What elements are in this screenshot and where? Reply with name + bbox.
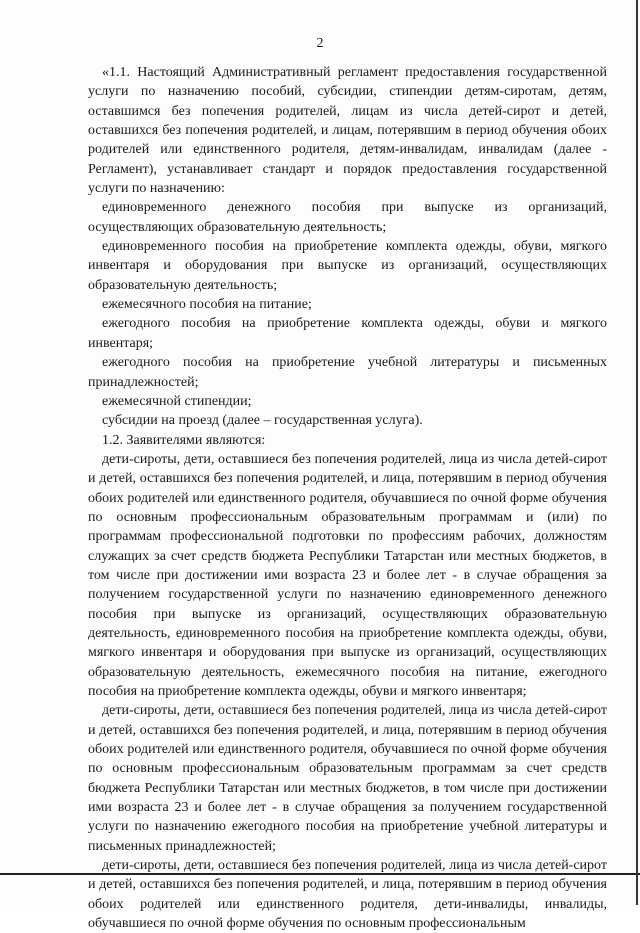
paragraph-1-2-heading: 1.2. Заявителями являются:: [102, 432, 266, 448]
list-item-lump-sum-allowance: единовременного денежного пособия при выпуске из организаций, осуществляющих образовательную деятельность;: [88, 200, 607, 235]
paragraph-1-1: «1.1. Настоящий Административный регламент предоставления государственной услуги по назначению пособий, субсидии, стипендии детям-сиротам, детям, оставшимся без попечения родителей, лицам из числа детей-сирот и детей, оставшихся без попечения родителей, и лицам, потерявшим в период обучения обоих родителей или единственного родителя, детям-инвалидам, инвалидам (далее - Регламент), устанавливает стандарт и порядок предоставления государственной услуги по назначению:: [88, 65, 607, 197]
list-item-travel-subsidy: субсидии на проезд (далее – государственная услуга).: [102, 413, 423, 429]
applicants-paragraph-3: дети-сироты, дети, оставшиеся без попечения родителей, лица из числа детей-сирот и детей, оставшихся без попечения родителей, и лица, потерявшим в период обучения обоих родителей или единственного родителя, дети-инвалиды, инвалиды, обучавшиеся по очной форме обучения по основным профессиональным: [88, 858, 607, 932]
list-item-clothing-kit-allowance: единовременного пособия на приобретение комплекта одежды, обуви, мягкого инвентаря и оборудования при выпуске из организаций, осуществляющих образовательную деятельность;: [88, 239, 607, 293]
list-item-literature-allowance: ежегодного пособия на приобретение учебной литературы и письменных принадлежностей;: [88, 355, 607, 390]
scan-bottom-edge: [0, 873, 640, 875]
list-item-food-allowance: ежемесячного пособия на питание;: [102, 297, 312, 313]
page-number: 2: [316, 36, 324, 51]
scan-right-edge: [636, 0, 638, 905]
list-item-monthly-stipend: ежемесячной стипендии;: [102, 393, 252, 409]
list-item-annual-clothing-allowance: ежегодного пособия на приобретение комплекта одежды, обуви и мягкого инвентаря;: [88, 316, 607, 351]
applicants-paragraph-2: дети-сироты, дети, оставшиеся без попечения родителей, лица из числа детей-сирот и детей, оставшихся без попечения родителей, и лица, потерявшим в период обучения обоих родителей или единственного родителя, обучавшиеся по очной форме обучения по основным профессиональным образовательным программам за счет средств бюджета Республики Татарстан или местных бюджетов, в том числе при достижении ими возраста 23 и более лет - в случае обращения за получением государственной услуги по назначению ежегодного пособия на приобретение учебной литературы и письменных принадлежностей;: [88, 703, 607, 854]
document-body: [88, 63, 607, 933]
applicants-paragraph-1: дети-сироты, дети, оставшиеся без попечения родителей, лица из числа детей-сирот и детей, оставшихся без попечения родителей, и лица, потерявшим в период обучения обоих родителей или единственного родителя, обучавшиеся по очной форме обучения по основным профессиональным образовательным программам и (или) по программам профессиональной подготовки по профессиям рабочих, должностям служащих за счет средств бюджета Республики Татарстан или местных бюджетов, в том числе при достижении ими возраста 23 и более лет - в случае обращения за получением государственной услуги по назначению единовременного денежного пособия при выпуске из организаций, осуществляющих образовательную деятельность, единовременного пособия на приобретение комплекта одежды, обуви, мягкого инвентаря и оборудования при выпуске из организаций, осуществляющих образовательную деятельность, ежемесячного пособия на питание, ежегодного пособия на приобретение комплекта одежды, обуви и мягкого инвентаря;: [88, 451, 607, 699]
